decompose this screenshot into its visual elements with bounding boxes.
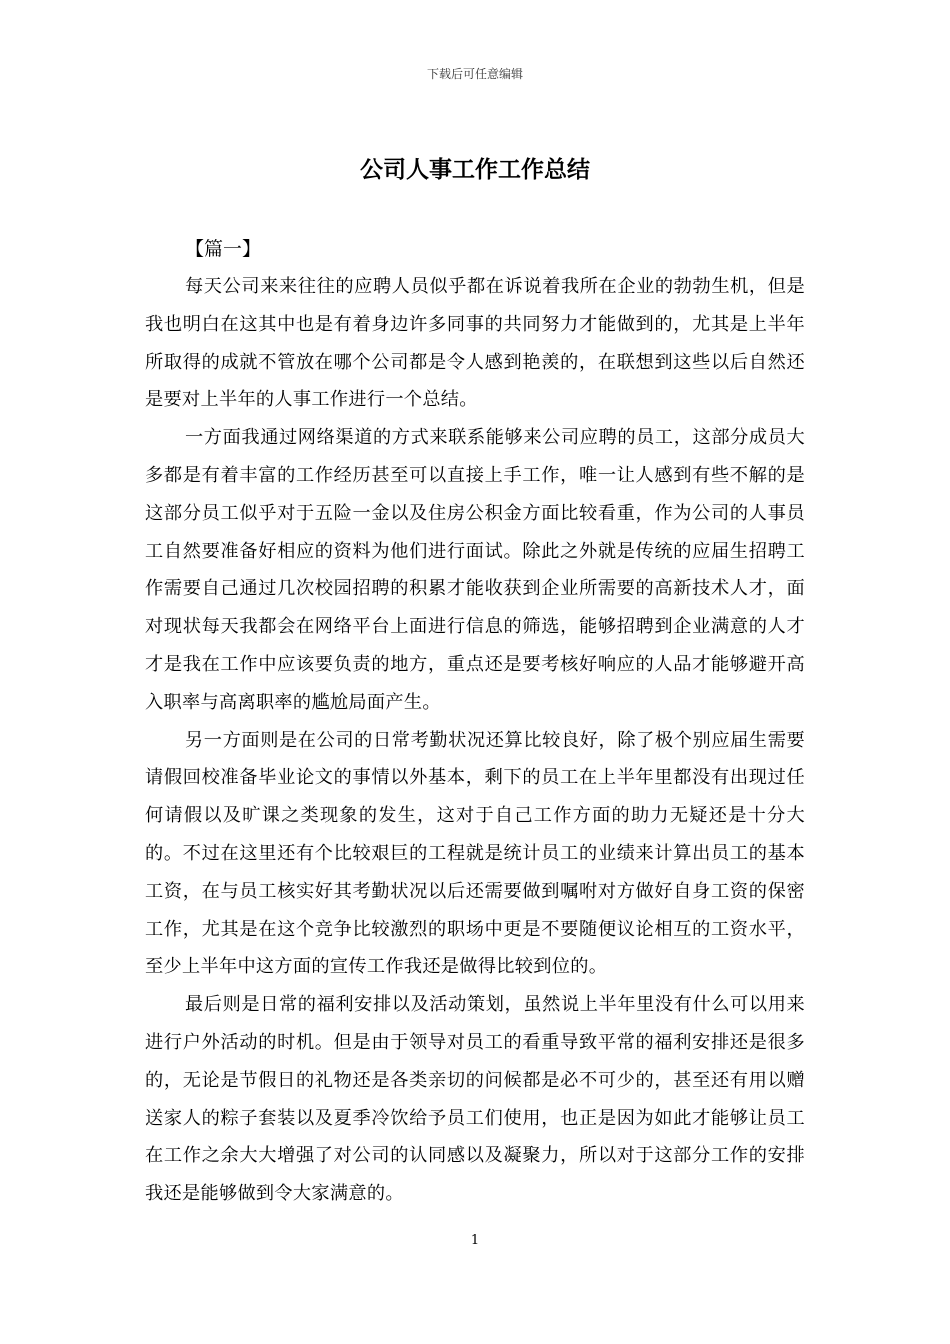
header-note: 下载后可任意编辑 bbox=[426, 67, 523, 81]
document-title: 公司人事工作工作总结 bbox=[360, 156, 590, 183]
paragraph-2: 一方面我通过网络渠道的方式来联系能够来公司应聘的员工，这部分成员大多都是有着丰富的工作经历甚至可以直接上手工作，唯一让人感到有些不解的是这部分员工似乎对于五险一金以及住房公积金方面比较看重，作为公司的人事员工自然要准备好相应的资料为他们进行面试。除此之外就是传统的应届生招聘工作需要自己通过几次校园招聘的积累才能收获到企业所需要的高新技术人才，面对现状每天我都会在网络平台上面进行信息的筛选，能够招聘到企业满意的人才才是我在工作中应该要负责的地方，重点还是要考核好响应的人品才能够避开高入职率与高离职率的尴尬局面产生。 bbox=[145, 427, 805, 713]
section-label: 【篇一】 bbox=[185, 238, 262, 260]
paragraph-4: 最后则是日常的福利安排以及活动策划，虽然说上半年里没有什么可以用来进行户外活动的时机。但是由于领导对员工的看重导致平常的福利安排还是很多的，无论是节假日的礼物还是各类亲切的问候都是必不可少的，甚至还有用以赠送家人的粽子套装以及夏季冷饮给予员工们使用，也正是因为如此才能够让员工在工作之余大大增强了对公司的认同感以及凝聚力，所以对于这部分工作的安排我还是能够做到令大家满意的。 bbox=[145, 994, 805, 1205]
document-body bbox=[145, 230, 805, 1213]
paragraph-3: 另一方面则是在公司的日常考勤状况还算比较良好，除了极个别应届生需要请假回校准备毕业论文的事情以外基本，剩下的员工在上半年里都没有出现过任何请假以及旷课之类现象的发生，这对于自己工作方面的助力无疑还是十分大的。不过在这里还有个比较艰巨的工程就是统计员工的业绩来计算出员工的基本工资，在与员工核实好其考勤状况以后还需要做到嘱咐对方做好自身工资的保密工作，尤其是在这个竞争比较激烈的职场中更是不要随便议论相互的工资水平，至少上半年中这方面的宣传工作我还是做得比较到位的。 bbox=[145, 729, 805, 978]
page-number: 1 bbox=[470, 1233, 480, 1248]
paragraph-1: 每天公司来来往往的应聘人员似乎都在诉说着我所在企业的勃勃生机，但是我也明白在这其中也是有着身边许多同事的共同努力才能做到的，尤其是上半年所取得的成就不管放在哪个公司都是令人感到艳羡的，在联想到这些以后自然还是要对上半年的人事工作进行一个总结。 bbox=[145, 276, 805, 411]
